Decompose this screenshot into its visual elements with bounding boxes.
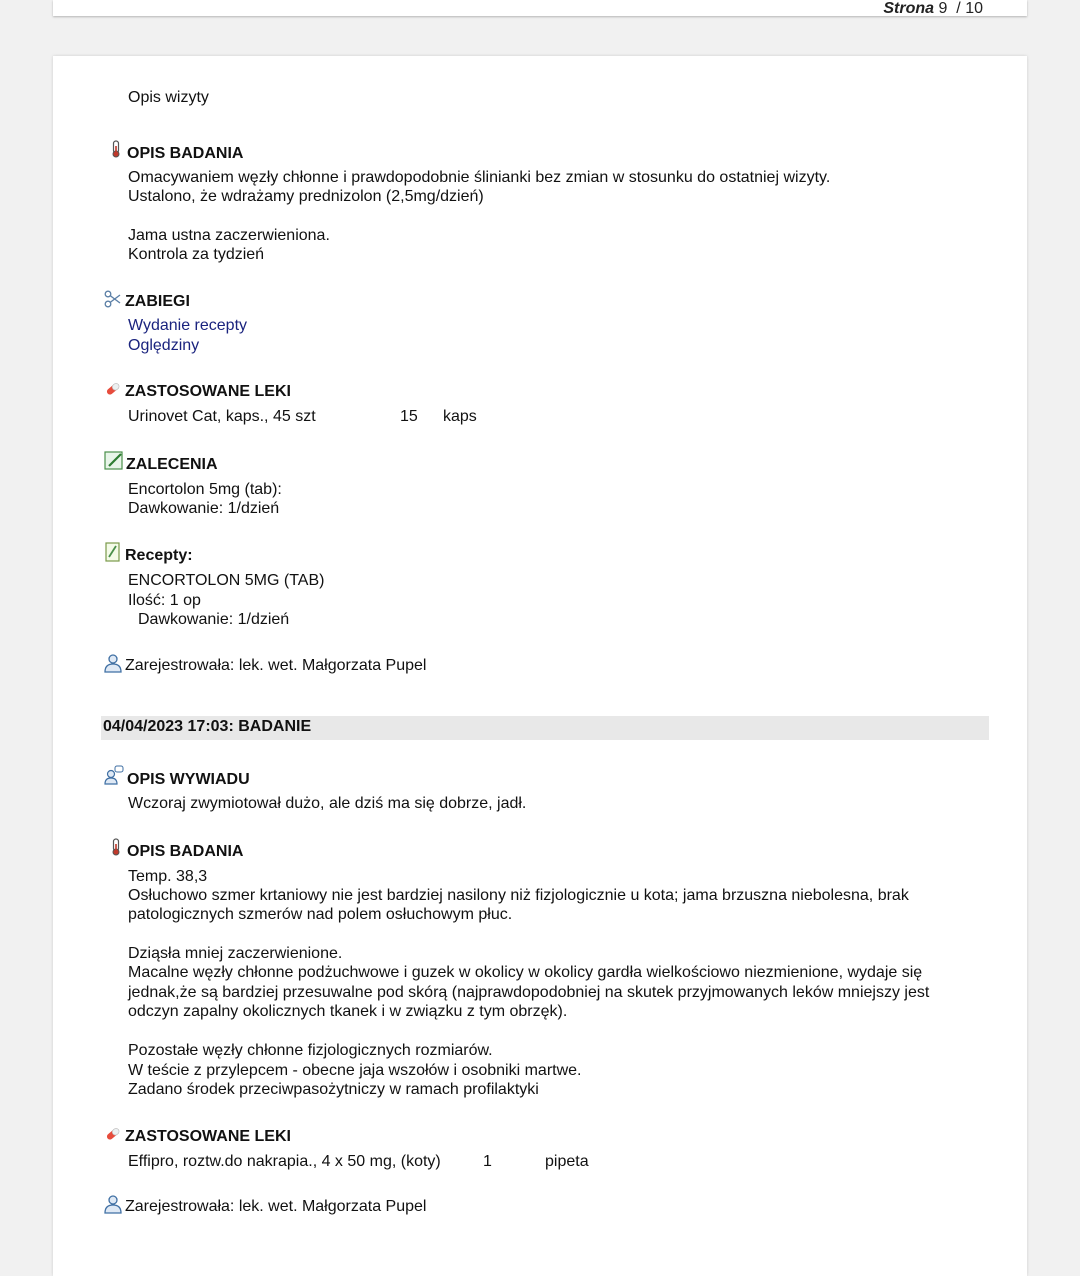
prescription-line: ENCORTOLON 5MG (TAB) (128, 572, 325, 589)
recommendation-line: Encortolon 5mg (tab): (128, 481, 282, 498)
thermometer-icon (107, 140, 125, 158)
opis-wizyty-label: Opis wizyty (128, 89, 209, 106)
exam-line: Temp. 38,3 (128, 868, 208, 885)
previous-page-edge (53, 0, 1027, 16)
drug-name: Urinovet Cat, kaps., 45 szt (128, 408, 316, 425)
drug-qty: 15 (400, 408, 418, 425)
exam-line: Jama ustna zaczerwieniona. (128, 227, 330, 244)
opis-wywiadu-heading: OPIS WYWIADU (127, 771, 250, 788)
registered-by: Zarejestrowała: lek. wet. Małgorzata Pupel (125, 1198, 427, 1215)
drug-unit: pipeta (545, 1153, 589, 1170)
exam-line: jednak,że są bardziej przesuwalne pod skórą (najprawdopodobniej na skutek przyjmowanych leków mniejszy jest (128, 984, 930, 1001)
drug-unit: kaps (443, 408, 477, 425)
leki-heading: ZASTOSOWANE LEKI (125, 383, 291, 400)
page-number: Strona 9 / 10 (883, 0, 983, 17)
prescription-line: Dawkowanie: 1/dzień (138, 611, 290, 628)
exam-line: Ustalono, że wdrażamy prednizolon (2,5mg/dzień) (128, 188, 484, 205)
exam-line: Omacywaniem węzły chłonne i prawdopodobnie ślinianki bez zmian w stosunku do ostatniej wizyty. (128, 169, 831, 186)
exam-line: Dziąsła mniej zaczerwienione. (128, 945, 343, 962)
opis-badania-heading: OPIS BADANIA (127, 145, 244, 162)
pill-icon (104, 380, 122, 398)
exam-line: Pozostałe węzły chłonne fizjologicznych rozmiarów. (128, 1042, 493, 1059)
edit-note-icon (104, 451, 124, 471)
exam-line: Kontrola za tydzień (128, 246, 265, 263)
zabiegi-heading: ZABIEGI (125, 293, 190, 310)
prescription-icon (105, 542, 121, 562)
visit-date-header: 04/04/2023 17:03: BADANIE (101, 716, 989, 740)
scissors-icon (104, 290, 122, 308)
interview-icon (104, 765, 124, 785)
zalecenia-heading: ZALECENIA (126, 456, 218, 473)
registered-by: Zarejestrowała: lek. wet. Małgorzata Pupel (125, 657, 427, 674)
recommendation-line: Dawkowanie: 1/dzień (128, 500, 280, 517)
thermometer-icon (107, 838, 125, 856)
exam-line: W teście z przylepcem - obecne jaja wszołów i osobniki martwe. (128, 1062, 582, 1079)
interview-text: Wczoraj zwymiotował dużo, ale dziś ma się dobrze, jadł. (128, 795, 527, 812)
exam-line: Zadano środek przeciwpasożytniczy w ramach profilaktyki (128, 1081, 539, 1098)
pill-icon (104, 1125, 122, 1143)
procedure-item: Oględziny (128, 337, 200, 354)
exam-line: Macalne węzły chłonne podżuchwowe i guzek w okolicy w okolicy gardła wielkościowo niezmienione, wydaje się (128, 964, 923, 981)
recepty-heading: Recepty: (125, 547, 193, 564)
prescription-line: Ilość: 1 op (128, 592, 201, 609)
leki-heading: ZASTOSOWANE LEKI (125, 1128, 291, 1145)
doctor-icon (103, 653, 123, 673)
doctor-icon (103, 1194, 123, 1214)
exam-line: patologicznych szmerów nad polem osłuchowym płuc. (128, 906, 513, 923)
exam-line: Osłuchowo szmer krtaniowy nie jest bardziej nasilony niż fizjologicznie u kota; jama brzuszna niebolesna, brak (128, 887, 909, 904)
procedure-item: Wydanie recepty (128, 317, 248, 334)
exam-line: odczyn zapalny okolicznych tkanek i w związku z tym obrzęk). (128, 1003, 568, 1020)
drug-qty: 1 (483, 1153, 492, 1170)
opis-badania-heading: OPIS BADANIA (127, 843, 244, 860)
drug-name: Effipro, roztw.do nakrapia., 4 x 50 mg, (koty) (128, 1153, 441, 1170)
document-page (53, 56, 1027, 1276)
